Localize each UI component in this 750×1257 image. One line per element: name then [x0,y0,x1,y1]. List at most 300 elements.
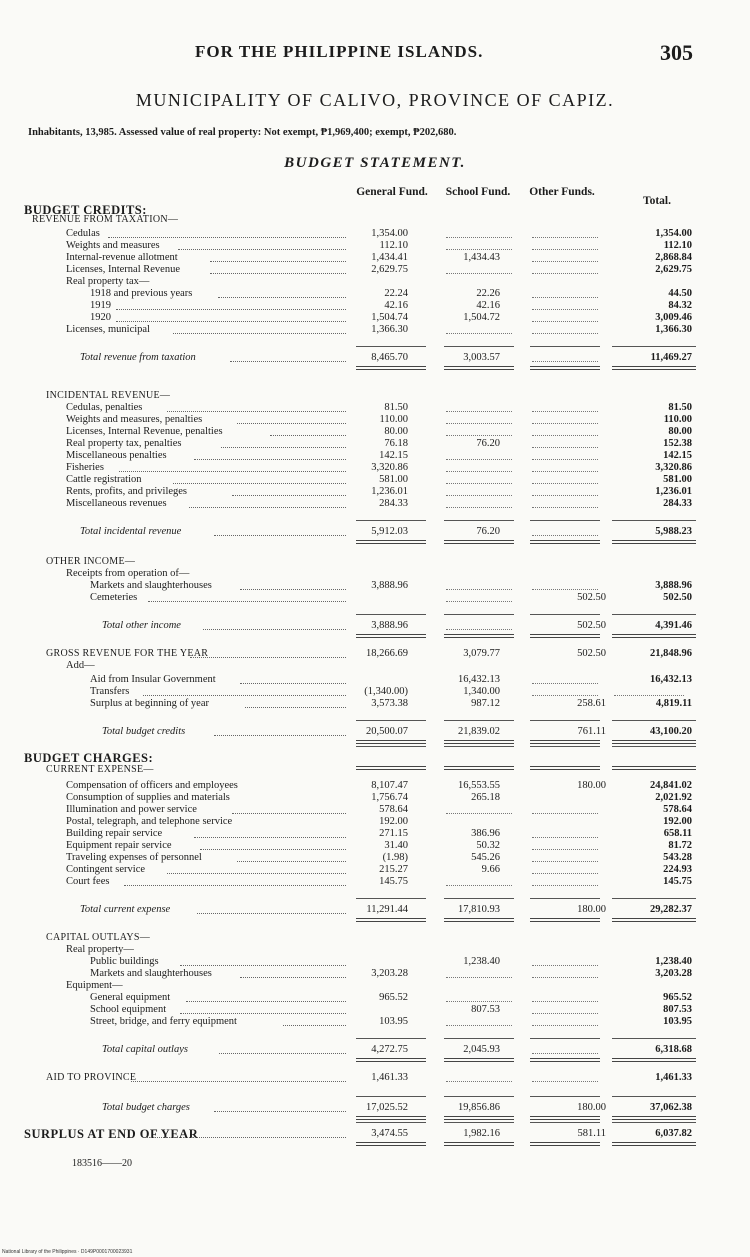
row-label: Postal, telegraph, and telephone service [66,816,233,827]
cell-school: 1,982.16 [463,1128,500,1139]
sum-rule [356,1122,426,1123]
cell-school: 42.16 [476,300,500,311]
table-row [0,816,750,828]
dot-leader [194,837,346,838]
sum-rule [356,346,426,347]
row-label: Licenses, Internal Revenue [66,264,180,275]
row-label: Weights and measures [66,240,160,251]
dot-leader [237,423,346,424]
cell-general: 22.24 [384,288,408,299]
blank-cell-line [532,411,598,412]
inhabitants-line: Inhabitants, 13,985. Assessed value of real property: Not exempt, ₱1,969,400; exempt, ₱202,680. [28,127,457,138]
blank-cell-line [532,321,598,322]
cell-school: 3,079.77 [463,648,500,659]
sum-rule [444,346,514,347]
dot-leader [148,601,346,602]
dot-leader [116,321,346,322]
cell-general: 112.10 [379,240,408,251]
blank-cell-line [446,885,512,886]
table-row [0,840,750,852]
table-row [0,1128,750,1140]
total-double-rule [612,1142,696,1146]
dot-leader [173,333,346,334]
blank-cell-line [446,435,512,436]
dot-leader [190,657,346,658]
blank-cell-line [446,249,512,250]
row-label: Total revenue from taxation [80,352,196,363]
row-label: BUDGET CREDITS: [24,203,147,217]
dot-leader [232,813,346,814]
total-double-rule [356,918,426,922]
table-row [0,804,750,816]
sum-rule [530,720,600,721]
blank-cell-line [532,459,598,460]
table-row [0,264,750,276]
table-row [0,852,750,864]
col-header-school-fund: School Fund. [445,186,511,198]
cell-total: 11,469.27 [650,352,692,363]
cell-school: 17,810.93 [458,904,500,915]
cell-total: 81.50 [668,402,692,413]
col-header-total: Total. [642,195,671,207]
blank-cell-line [532,861,598,862]
cell-general: 145.75 [379,876,408,887]
cell-general: 8,107.47 [371,780,408,791]
total-double-rule [356,540,426,544]
cell-total: 2,868.84 [655,252,692,263]
row-label: Licenses, Internal Revenue, penalties [66,426,223,437]
cell-general: 17,025.52 [366,1102,408,1113]
cell-total: 44.50 [668,288,692,299]
cell-general: 1,366.30 [371,324,408,335]
dot-leader [218,297,346,298]
row-label: Cattle registration [66,474,142,485]
total-double-rule [612,366,696,370]
table-row [0,592,750,604]
cell-general: 42.16 [384,300,408,311]
cell-general: 1,434.41 [371,252,408,263]
blank-cell-line [446,507,512,508]
total-double-rule [356,1058,426,1062]
blank-cell-line [446,411,512,412]
sum-rule [444,614,514,615]
row-label: INCIDENTAL REVENUE— [46,390,171,401]
table-row [0,1016,750,1028]
dot-leader [200,849,346,850]
cell-total: 3,888.96 [655,580,692,591]
blank-cell-line [532,507,598,508]
table-row [0,876,750,888]
blank-cell-line [446,813,512,814]
page-number: 305 [660,40,693,65]
row-label: AID TO PROVINCE [46,1072,137,1083]
total-double-rule [444,740,514,744]
sum-rule [444,720,514,721]
total-double-rule [530,918,600,922]
cell-total: 658.11 [663,828,692,839]
blank-cell-line [532,965,598,966]
row-label: CURRENT EXPENSE— [46,764,154,775]
cell-general: 1,504.74 [371,312,408,323]
table-row [0,686,750,698]
col-header-other-funds: Other Funds. [529,186,595,198]
total-double-rule [356,366,426,370]
row-label: Miscellaneous penalties [66,450,167,461]
blank-cell-line [532,1013,598,1014]
row-label: Contingent service [66,864,146,875]
row-label: Building repair service [66,828,163,839]
blank-cell-line [532,297,598,298]
cell-school: 1,504.72 [463,312,500,323]
row-label: Internal-revenue allotment [66,252,178,263]
row-label: Transfers [90,686,130,697]
table-row [0,620,750,632]
total-double-rule [356,740,426,744]
row-label: Compensation of officers and employees [66,780,238,791]
table-row [0,764,750,776]
table-row [0,426,750,438]
table-row [0,228,750,240]
cell-general: 18,266.69 [366,648,408,659]
cell-total: 43,100.20 [650,726,692,737]
cell-total: 145.75 [663,876,692,887]
blank-cell-line [446,237,512,238]
blank-cell-line [446,589,512,590]
total-double-rule [356,1116,426,1120]
cell-general: 1,354.00 [371,228,408,239]
blank-cell-line [532,849,598,850]
cell-total: 502.50 [663,592,692,603]
cell-general: 81.50 [384,402,408,413]
sum-rule [356,746,426,747]
table-row [0,968,750,980]
cell-school: 1,238.40 [463,956,500,967]
row-label: Real property— [66,944,134,955]
sum-rule [530,520,600,521]
cell-total: 6,318.68 [655,1044,692,1055]
table-row [0,438,750,450]
cell-total: 6,037.82 [655,1128,692,1139]
table-row [0,526,750,538]
table-row [0,792,750,804]
row-label: Add— [66,660,95,671]
dot-leader [221,447,346,448]
dot-leader [143,695,346,696]
cell-total: 581.00 [663,474,692,485]
row-label: Cedulas [66,228,100,239]
row-label: Total current expense [80,904,171,915]
row-label: Total budget credits [102,726,186,737]
cell-school: 50.32 [476,840,500,851]
cell-general: 3,203.28 [371,968,408,979]
blank-cell-line [446,1001,512,1002]
cell-other: 180.00 [577,780,606,791]
row-label: Cedulas, penalties [66,402,143,413]
sum-rule [612,346,696,347]
cell-other: 180.00 [577,1102,606,1113]
cell-school: 545.26 [471,852,500,863]
cell-general: 8,465.70 [371,352,408,363]
total-double-rule [530,1142,600,1146]
cell-total: 3,203.28 [655,968,692,979]
cell-total: 5,988.23 [655,526,692,537]
row-label: CAPITAL OUTLAYS— [46,932,151,943]
cell-school: 22.26 [476,288,500,299]
cell-general: 3,320.86 [371,462,408,473]
sum-rule [612,720,696,721]
table-row [0,864,750,876]
total-double-rule [612,1116,696,1120]
row-label: Total capital outlays [102,1044,188,1055]
blank-cell-line [532,261,598,262]
table-row [0,568,750,580]
cell-total: 3,320.86 [655,462,692,473]
row-label: OTHER INCOME— [46,556,136,567]
blank-cell-line [532,273,598,274]
cell-total: 21,848.96 [650,648,692,659]
blank-cell-line [532,977,598,978]
cell-general: 215.27 [379,864,408,875]
sum-rule [356,720,426,721]
row-label: Street, bridge, and ferry equipment [90,1016,237,1027]
cell-total: 37,062.38 [650,1102,692,1113]
blank-cell-line [446,601,512,602]
table-row [0,402,750,414]
table-row [0,674,750,686]
dot-leader [210,273,346,274]
table-row [0,474,750,486]
cell-school: 386.96 [471,828,500,839]
cell-total: 1,238.40 [655,956,692,967]
table-row [0,780,750,792]
cell-total: 1,236.01 [655,486,692,497]
table-row [0,698,750,710]
blank-cell-line [446,495,512,496]
blank-cell-line [532,423,598,424]
dot-leader [230,361,346,362]
table-row [0,1072,750,1084]
sum-rule [530,1038,600,1039]
dot-leader [189,507,346,508]
dot-leader [232,495,346,496]
cell-total: 24,841.02 [650,780,692,791]
total-double-rule [444,366,514,370]
row-label: Total other income [102,620,181,631]
cell-total: 4,819.11 [655,698,692,709]
total-double-rule [612,540,696,544]
blank-cell-line [532,837,598,838]
sum-rule [612,1122,696,1123]
blank-cell-line [532,249,598,250]
blank-cell-line [446,629,512,630]
blank-cell-line [532,333,598,334]
total-double-rule [530,1116,600,1120]
cell-general: 965.52 [379,992,408,1003]
total-double-rule [444,1116,514,1120]
cell-school: 1,434.43 [463,252,500,263]
blank-cell-line [532,309,598,310]
total-double-rule [612,634,696,638]
dot-leader [180,1013,346,1014]
cell-total: 81.72 [668,840,692,851]
cell-general: 578.64 [379,804,408,815]
row-label: Miscellaneous revenues [66,498,167,509]
sum-rule [612,746,696,747]
cell-total: 224.93 [663,864,692,875]
table-row [0,288,750,300]
blank-cell-line [532,813,598,814]
row-label: 1918 and previous years [90,288,193,299]
row-label: REVENUE FROM TAXATION— [32,214,179,225]
sum-rule [356,1038,426,1039]
blank-cell-line [446,471,512,472]
sum-rule [530,1096,600,1097]
sum-rule [530,898,600,899]
sum-rule [444,746,514,747]
cell-total: 112.10 [663,240,692,251]
dot-leader [240,683,346,684]
table-row [0,486,750,498]
blank-cell-line [532,589,598,590]
cell-total: 543.28 [663,852,692,863]
table-row [0,956,750,968]
cell-total: 103.95 [663,1016,692,1027]
cell-school: 76.20 [476,438,500,449]
dot-leader [210,261,346,262]
blank-cell-line [532,535,598,536]
blank-cell-line [446,977,512,978]
cell-total: 807.53 [663,1004,692,1015]
sum-rule [612,1038,696,1039]
cell-general: (1,340.00) [364,686,408,697]
row-label: Real property tax, penalties [66,438,182,449]
dot-leader [131,1081,346,1082]
dot-leader [283,1025,346,1026]
cell-general: 3,888.96 [371,580,408,591]
dot-leader [240,977,346,978]
row-label: Rents, profits, and privileges [66,486,188,497]
table-row [0,414,750,426]
row-label: Cemeteries [90,592,138,603]
total-double-rule [530,1058,600,1062]
blank-cell-line [532,447,598,448]
cell-total: 80.00 [668,426,692,437]
table-row [0,904,750,916]
cell-total: 2,021.92 [655,792,692,803]
cell-school: 2,045.93 [463,1044,500,1055]
cell-other: 761.11 [577,726,606,737]
total-double-rule [530,634,600,638]
row-label: Markets and slaughterhouses [90,968,212,979]
total-double-rule [444,918,514,922]
scan-footer: National Library of the Philippines · D149P0001700023931 [2,1249,133,1255]
total-double-rule [612,1058,696,1062]
dot-leader [219,1053,346,1054]
sum-rule [612,520,696,521]
table-row [0,252,750,264]
cell-school: 16,432.13 [458,674,500,685]
cell-general: 11,291.44 [366,904,408,915]
blank-cell-line [532,1081,598,1082]
table-row [0,240,750,252]
sum-rule [530,614,600,615]
cell-total: 2,629.75 [655,264,692,275]
table-row [0,980,750,992]
dot-leader [214,1111,346,1112]
table-row [0,1004,750,1016]
cell-other: 502.50 [577,620,606,631]
dot-leader [194,459,346,460]
total-double-rule [444,634,514,638]
row-label: 1920 [90,312,111,323]
blank-cell-line [532,1053,598,1054]
sum-rule [444,898,514,899]
table-row [0,214,750,226]
blank-cell-line [532,1001,598,1002]
dot-leader [178,249,346,250]
row-label: Fisheries [66,462,104,473]
cell-school: 807.53 [471,1004,500,1015]
cell-total: 110.00 [663,414,692,425]
row-label: GROSS REVENUE FOR THE YEAR [46,648,209,659]
dot-leader [147,1137,346,1138]
cell-general: 103.95 [379,1016,408,1027]
cell-school: 265.18 [471,792,500,803]
cell-general: 31.40 [384,840,408,851]
blank-cell-line [532,885,598,886]
row-label: Markets and slaughterhouses [90,580,212,591]
cell-total: 284.33 [663,498,692,509]
row-label: Equipment— [66,980,123,991]
running-head: FOR THE PHILIPPINE ISLANDS. [195,42,484,61]
cell-other: 581.11 [577,1128,606,1139]
table-row [0,1102,750,1114]
table-row [0,648,750,660]
sum-rule [444,1096,514,1097]
row-label: 1919 [90,300,111,311]
dot-leader [173,483,346,484]
table-row [0,276,750,288]
cell-total: 29,282.37 [650,904,692,915]
cell-general: 76.18 [384,438,408,449]
row-label: Weights and measures, penalties [66,414,203,425]
cell-school: 9.66 [481,864,500,875]
cell-school: 3,003.57 [463,352,500,363]
cell-total: 3,009.46 [655,312,692,323]
cell-general: 271.15 [379,828,408,839]
blank-cell-line [532,435,598,436]
table-row [0,390,750,402]
cell-school: 21,839.02 [458,726,500,737]
cell-school: 76.20 [476,526,500,537]
cell-other: 502.50 [577,592,606,603]
row-label: BUDGET CHARGES: [24,751,154,765]
cell-general: 142.15 [379,450,408,461]
cell-other: 502.50 [577,648,606,659]
table-row [0,944,750,956]
printer-imprint: 183516——20 [72,1158,132,1169]
cell-school: 987.12 [471,698,500,709]
cell-general: 3,474.55 [371,1128,408,1139]
total-double-rule [530,366,600,370]
row-label: Equipment repair service [66,840,172,851]
dot-leader [167,411,346,412]
dot-leader [119,471,346,472]
cell-general: 3,888.96 [371,620,408,631]
row-label: SURPLUS AT END OF YEAR [24,1127,199,1141]
blank-cell-line [446,483,512,484]
cell-other: 258.61 [577,698,606,709]
